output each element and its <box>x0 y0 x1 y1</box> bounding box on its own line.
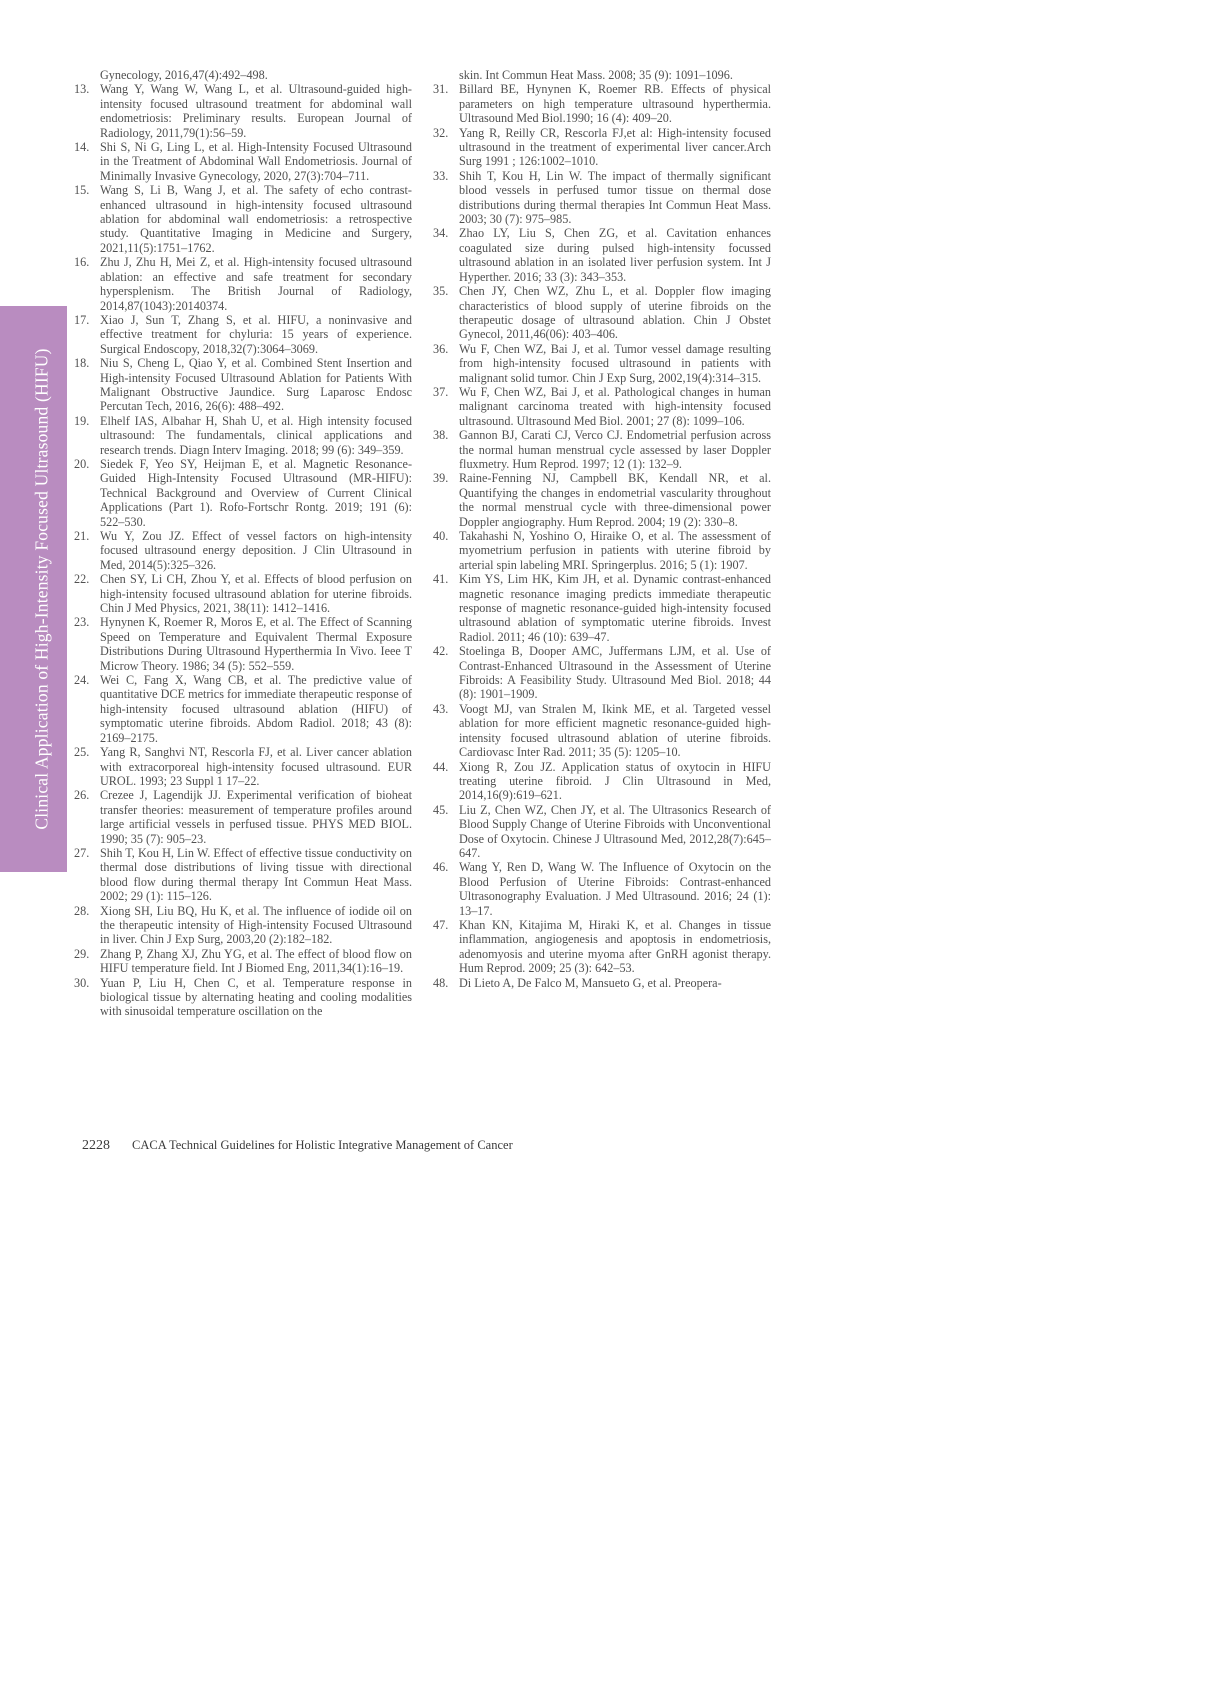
reference-text: Wang Y, Ren D, Wang W. The Influence of Oxytocin on the Blood Perfusion of Uterine Fibroids: Contrast-enhanced Ultrasonography Evaluation. J Med Ultrasound. 2016; 24 (1): 13–17. <box>459 860 771 918</box>
reference-number: 24. <box>74 673 90 688</box>
reference-item <box>74 414 412 457</box>
reference-text: Yang R, Sanghvi NT, Rescorla FJ, et al. Liver cancer ablation with extracorporeal high-intensity focused ultrasound. EUR UROL. 1993; 23 Suppl 1 17–22. <box>100 745 412 788</box>
reference-item <box>74 82 412 140</box>
reference-text: Voogt MJ, van Stralen M, Ikink ME, et al. Targeted vessel ablation for more efficient magnetic resonance-guided high-intensity focused ultrasound ablation of uterine fibroids. Cardiovasc Inter Rad. 2011; 35 (5): 1205–10. <box>459 701 771 760</box>
reference-number: 34. <box>433 226 449 241</box>
reference-number: 22. <box>74 572 90 587</box>
reference-item <box>433 529 771 572</box>
reference-text: Xiong SH, Liu BQ, Hu K, et al. The influence of iodide oil on the therapeutic intensity of High-intensity Focused Ultrasound in liver. Chin J Exp Surg, 2003,20 (2):182–182. <box>100 903 412 947</box>
reference-number: 17. <box>74 312 90 327</box>
reference-item <box>433 169 771 227</box>
reference-text: Billard BE, Hynynen K, Roemer RB. Effects of physical parameters on high temperature ultrasound hyperthermia. Ultrasound Med Biol.1990; 16 (4): 409–20. <box>459 82 771 126</box>
reference-item <box>433 428 771 471</box>
reference-item <box>74 529 412 572</box>
reference-number: 32. <box>433 125 449 140</box>
reference-number: 46. <box>433 860 449 875</box>
reference-number: 33. <box>433 168 449 183</box>
reference-item <box>433 860 771 918</box>
reference-number: 37. <box>433 384 449 399</box>
reference-item <box>74 313 412 356</box>
reference-text: Khan KN, Kitajima M, Hiraki K, et al. Changes in tissue inflammation, angiogenesis and apoptosis in endometriosis, adenomyosis and uterine myoma after GnRH agonist therapy. Hum Reprod. 2009; 25 (3): 642–53. <box>459 917 771 976</box>
reference-text: Niu S, Cheng L, Qiao Y, et al. Combined Stent Insertion and High-intensity Focused Ultrasound Ablation for Patients With Malignant Obstructive Jaundice. Surg Laparosc Endosc Percutan Tech, 2016, 26(6): 488–492. <box>100 356 412 414</box>
reference-text: Wu F, Chen WZ, Bai J, et al. Pathological changes in human malignant carcinoma treated with high-intensity focused ultrasound. Ultrasound Med Biol. 2001; 27 (8): 1099–106. <box>459 384 771 428</box>
reference-item <box>74 745 412 788</box>
reference-text: Kim YS, Lim HK, Kim JH, et al. Dynamic contrast-enhanced magnetic resonance imaging predicts immediate therapeutic response of magnetic resonance-guided high-intensity focused ultrasound ablation of symptomatic uterine fibroids. Invest Radiol. 2011; 46 (10): 639–47. <box>459 572 771 644</box>
reference-item <box>433 68 771 82</box>
reference-item <box>74 356 412 414</box>
side-tab-title: Clinical Application of High-Intensity Focused Ultrasound (HIFU) <box>31 348 52 830</box>
reference-item <box>433 918 771 976</box>
reference-item <box>433 471 771 529</box>
reference-number: 23. <box>74 615 90 630</box>
reference-text: Shih T, Kou H, Lin W. Effect of effective tissue conductivity on thermal dose distributions of living tissue with directional blood flow during thermal therapy Int Commun Heat Mass. 2002; 29 (1): 115–126. <box>100 845 412 904</box>
reference-text: Xiong R, Zou JZ. Application status of oxytocin in HIFU treating uterine fibroid. J Clin Ultrasound in Med, 2014,16(9):619–621. <box>459 759 771 803</box>
reference-item <box>433 976 771 990</box>
reference-text: Chen JY, Chen WZ, Zhu L, et al. Doppler flow imaging characteristics of blood supply of uterine fibroids on the therapeutic dosage of ultrasound ablation. Chin J Obstet Gynecol, 2011,46(06): 403–406. <box>459 284 771 342</box>
reference-text: Zhao LY, Liu S, Chen ZG, et al. Cavitation enhances coagulated size during pulsed high-intensity focussed ultrasound ablation in an isolated liver perfusion system. Int J Hyperther. 2016; 33 (3): 343–353. <box>459 226 771 284</box>
reference-item <box>74 615 412 673</box>
reference-number: 39. <box>433 471 449 486</box>
reference-text: Wei C, Fang X, Wang CB, et al. The predictive value of quantitative DCE metrics for immediate therapeutic response of high-intensity focused ultrasound ablation (HIFU) of symptomatic uterine fibroids. Abdom Radiol. 2018; 43 (8): 2169–2175. <box>100 673 412 745</box>
reference-text: Elhelf IAS, Albahar H, Shah U, et al. High intensity focused ultrasound: The fundamentals, clinical applications and research trends. Diagn Interv Imaging. 2018; 99 (6): 349–359. <box>100 413 412 457</box>
reference-text: Di Lieto A, De Falco M, Mansueto G, et al. Preopera- <box>459 975 722 990</box>
running-title: CACA Technical Guidelines for Holistic Integrative Management of Cancer <box>132 1138 513 1152</box>
reference-number: 38. <box>433 428 449 443</box>
reference-text: Liu Z, Chen WZ, Chen JY, et al. The Ultrasonics Research of Blood Supply Change of Uterine Fibroids with Unconventional Dose of Oxytocin. Chinese J Ultrasound Med, 2012,28(7):645–647. <box>459 802 771 860</box>
reference-text: Takahashi N, Yoshino O, Hiraike O, et al. The assessment of myometrium perfusion in patients with uterine fibroid by arterial spin labeling MRI. Springerplus. 2016; 5 (1): 1907. <box>459 529 771 572</box>
reference-item <box>433 385 771 428</box>
reference-text: Raine-Fenning NJ, Campbell BK, Kendall NR, et al. Quantifying the changes in endometrial vascularity throughout the normal menstrual cycle with three-dimensional power Doppler angiography. Hum Reprod. 2004; 19 (2): 330–8. <box>459 471 771 529</box>
reference-text: Stoelinga B, Dooper AMC, Juffermans LJM, et al. Use of Contrast-Enhanced Ultrasound in the Assessment of Uterine Fibroids: A Feasibility Study. Ultrasound Med Biol. 2018; 44 (8): 1901–1909. <box>459 644 771 702</box>
reference-item <box>433 226 771 284</box>
reference-text: Shi S, Ni G, Ling L, et al. High-Intensity Focused Ultrasound in the Treatment of Abdominal Wall Endometriosis. Journal of Minimally Invasive Gynecology, 2020, 27(3):704–711. <box>100 140 412 183</box>
reference-number: 25. <box>74 745 90 760</box>
reference-number: 31. <box>433 82 449 97</box>
reference-item <box>433 803 771 861</box>
reference-item <box>433 284 771 342</box>
reference-item <box>74 976 412 1019</box>
reference-item <box>74 140 412 183</box>
reference-item <box>74 846 412 904</box>
reference-item <box>74 904 412 947</box>
reference-text: Zhu J, Zhu H, Mei Z, et al. High-intensity focused ultrasound ablation: an effective and safe treatment for secondary hypersplenism. The British Journal of Radiology, 2014,87(1043):20140374. <box>100 255 412 313</box>
reference-text: Wu Y, Zou JZ. Effect of vessel factors on high-intensity focused ultrasound energy deposition. J Clin Ultrasound in Med, 2014(5):325–326. <box>100 529 412 572</box>
reference-item <box>74 673 412 745</box>
reference-item <box>74 947 412 976</box>
reference-text: Yang R, Reilly CR, Rescorla FJ,et al: High-intensity focused ultrasound in the treatment of experimental liver cancer.Arch Surg 1991 ; 126:1002–1010. <box>459 125 771 169</box>
reference-number: 18. <box>74 356 90 371</box>
reference-number: 15. <box>74 183 90 198</box>
reference-number: 27. <box>74 845 90 860</box>
reference-number: 43. <box>433 701 449 716</box>
reference-item <box>433 760 771 803</box>
reference-item <box>74 68 412 82</box>
reference-text: Yuan P, Liu H, Chen C, et al. Temperature response in biological tissue by alternating heating and cooling modalities with sinusoidal temperature oscillation on the <box>100 975 412 1019</box>
reference-number: 19. <box>74 413 90 428</box>
reference-column-left <box>74 68 412 1019</box>
reference-item <box>433 702 771 760</box>
reference-number: 41. <box>433 572 449 587</box>
reference-number: 14. <box>74 140 90 155</box>
reference-item <box>433 342 771 385</box>
reference-item <box>433 126 771 169</box>
reference-text: Crezee J, Lagendijk JJ. Experimental verification of bioheat transfer theories: measurement of temperature profiles around large artificial vessels in perfused tissue. PHYS MED BIOL. 1990; 35 (7): 905–23. <box>100 788 412 846</box>
reference-text: Wang S, Li B, Wang J, et al. The safety of echo contrast-enhanced ultrasound in high-intensity focused ultrasound ablation for abdominal wall endometriosis: a retrospective study. Quantitative Imaging in Medicine and Surgery, 2021,11(5):1751–1762. <box>100 183 412 255</box>
reference-number: 45. <box>433 802 449 817</box>
reference-item <box>433 572 771 644</box>
reference-number: 47. <box>433 917 449 932</box>
reference-number: 28. <box>74 903 90 918</box>
reference-text: Shih T, Kou H, Lin W. The impact of thermally significant blood vessels in perfused tumor tissue on thermal dose distributions during thermal therapies Int Commun Heat Mass. 2003; 30 (7): 975–985. <box>459 168 771 227</box>
reference-number: 48. <box>433 975 449 990</box>
reference-text: Wu F, Chen WZ, Bai J, et al. Tumor vessel damage resulting from high-intensity focused ultrasound in patients with malignant solid tumor. Chin J Exp Surg, 2002,19(4):314–315. <box>459 341 771 385</box>
reference-number: 21. <box>74 529 90 543</box>
reference-number: 44. <box>433 759 449 774</box>
page-footer <box>82 1136 513 1154</box>
reference-item <box>74 788 412 846</box>
reference-number: 30. <box>74 975 90 990</box>
reference-number: 36. <box>433 341 449 356</box>
page-number: 2228 <box>82 1138 110 1153</box>
reference-number: 26. <box>74 788 90 803</box>
reference-text: Chen SY, Li CH, Zhou Y, et al. Effects of blood perfusion on high-intensity focused ultrasound ablation for uterine fibroids. Chin J Med Physics, 2021, 38(11): 1412–1416. <box>100 572 412 616</box>
reference-number: 35. <box>433 284 449 299</box>
reference-text: Xiao J, Sun T, Zhang S, et al. HIFU, a noninvasive and effective treatment for chyluria: 15 years of experience. Surgical Endoscopy, 2018,32(7):3064–3069. <box>100 312 412 356</box>
reference-text: Gynecology, 2016,47(4):492–498. <box>100 68 268 82</box>
reference-item <box>74 457 412 529</box>
reference-number: 13. <box>74 82 90 97</box>
reference-number: 29. <box>74 946 90 961</box>
reference-text: Wang Y, Wang W, Wang L, et al. Ultrasound-guided high-intensity focused ultrasound treatment for abdominal wall endometriosis: Preliminary results. European Journal of Radiology, 2011,79(1):56–59. <box>100 82 412 140</box>
reference-item <box>74 183 412 255</box>
reference-item <box>433 82 771 125</box>
reference-number: 20. <box>74 456 90 471</box>
reference-number: 16. <box>74 255 90 270</box>
reference-number: 40. <box>433 529 449 543</box>
reference-text: Zhang P, Zhang XJ, Zhu YG, et al. The effect of blood flow on HIFU temperature field. Int J Biomed Eng, 2011,34(1):16–19. <box>100 946 412 976</box>
reference-text: skin. Int Commun Heat Mass. 2008; 35 (9): 1091–1096. <box>459 68 733 82</box>
reference-item <box>74 572 412 615</box>
reference-text: Gannon BJ, Carati CJ, Verco CJ. Endometrial perfusion across the normal human menstrual cycle assessed by laser Doppler fluxmetry. Hum Reprod. 1997; 12 (1): 132–9. <box>459 428 771 471</box>
reference-text: Hynynen K, Roemer R, Moros E, et al. The Effect of Scanning Speed on Temperature and Equivalent Thermal Exposure Distributions During Ultrasound Hyperthermia In Vivo. Ieee T Microw Theory. 1986; 34 (5): 552–559. <box>100 615 412 673</box>
reference-item <box>74 255 412 313</box>
reference-item <box>433 644 771 702</box>
reference-column-right <box>433 68 771 990</box>
reference-text: Siedek F, Yeo SY, Heijman E, et al. Magnetic Resonance-Guided High-Intensity Focused Ultrasound (MR-HIFU): Technical Background and Overview of Current Clinical Applications (Part 1). Rofo-Fortschr Rontg. 2019; 191 (6): 522–530. <box>100 456 412 529</box>
reference-number: 42. <box>433 644 449 659</box>
